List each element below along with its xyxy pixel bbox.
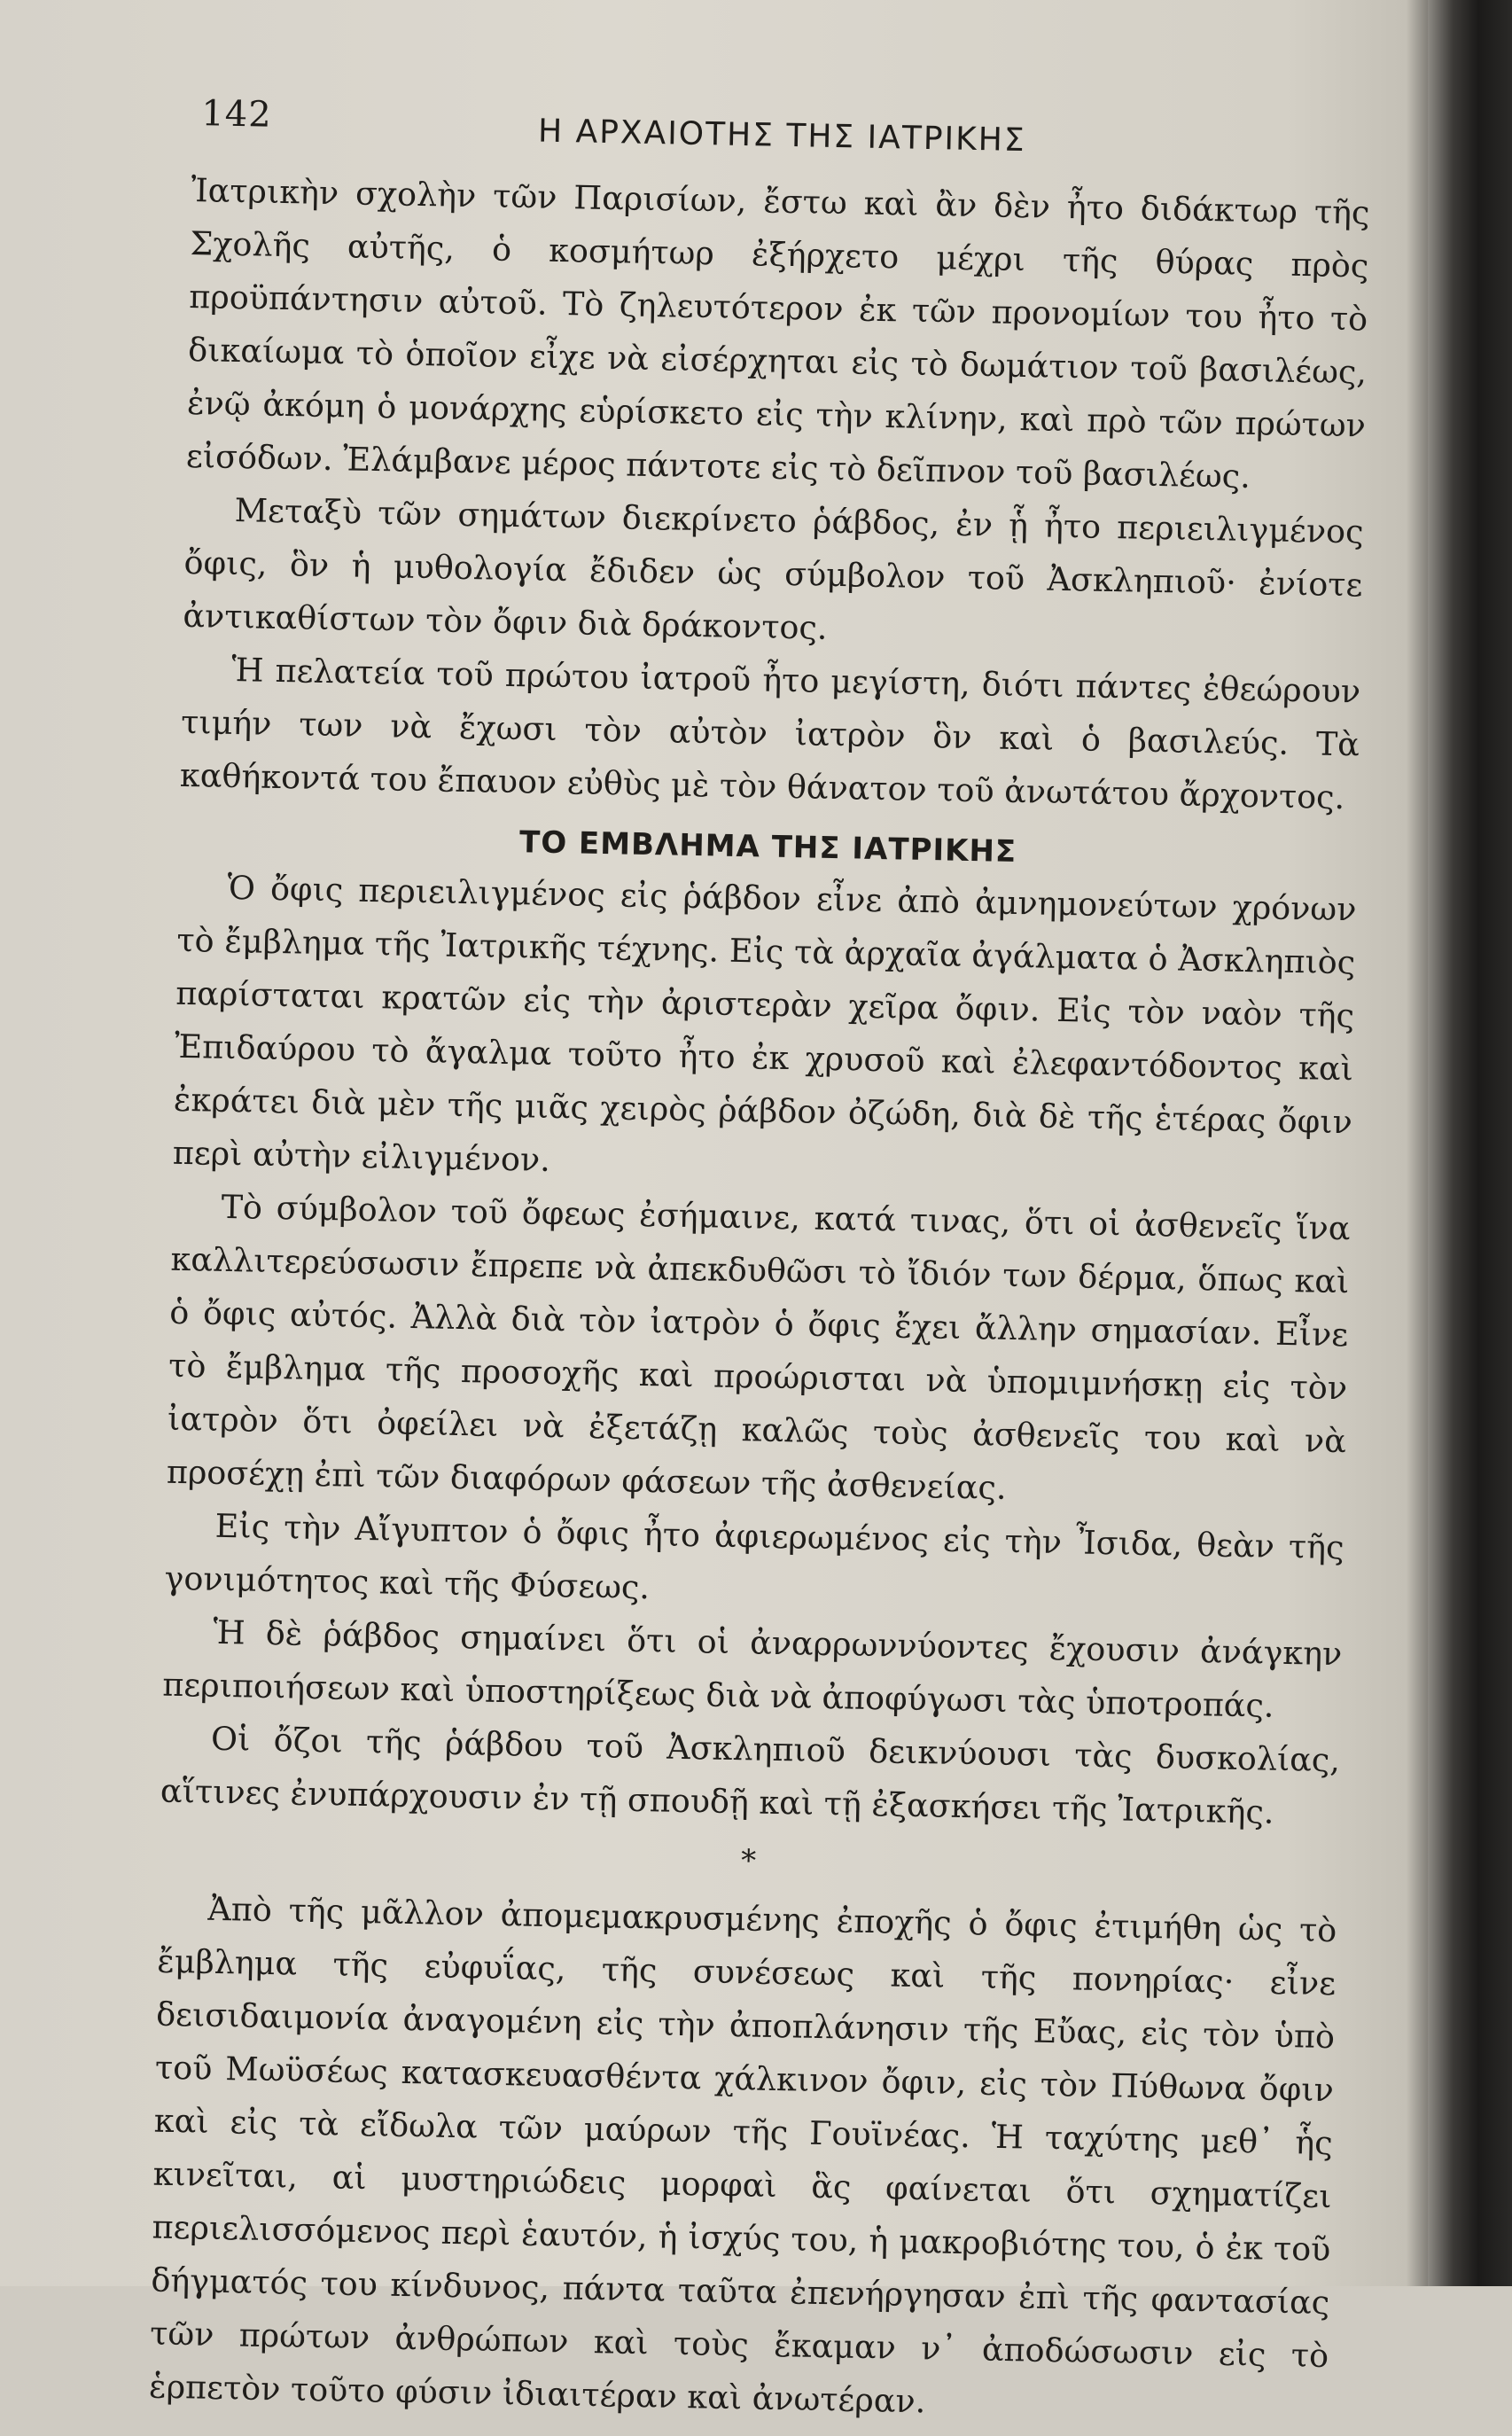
paragraph: Ἡ δὲ ῥάβδος σημαίνει ὅτι οἱ ἀναρρωννύοντες ἔχουσιν ἀνάγκην περιποιήσεων καὶ ὑποστηρίξεως διὰ νὰ ἀποφύγωσι τὰς ὑποτροπάς. [161, 1612, 1343, 1725]
paragraph: Οἱ ὄζοι τῆς ῥάβδου τοῦ Ἀσκληπιοῦ δεικνύουσι τὰς δυσκολίας, αἵτινες ἐνυπάρχουσιν ἐν τῇ σπουδῇ καὶ τῇ ἐξασκήσει τῆς Ἰατρικῆς. [160, 1719, 1341, 1831]
section-heading: ΤΟ ΕΜΒΛΗΜΑ ΤΗΣ ΙΑΤΡΙΚΗΣ [518, 824, 1017, 870]
paragraph: Ἡ πελατεία τοῦ πρώτου ἰατροῦ ἦτο μεγίστη, διότι πάντες ἐθεώρουν τιμήν των νὰ ἔχωσι τὸν αὐτὸν ἰατρὸν ὃν καὶ ὁ βασιλεύς. Τὰ καθήκοντά του ἔπαυον εὐθὺς μὲ τὸν θάνατον τοῦ ἀνωτάτου ἄρχοντος. [179, 650, 1361, 817]
paragraph: Ἰατρικὴν σχολὴν τῶν Παρισίων, ἔστω καὶ ἂν δὲν ἦτο διδάκτωρ τῆς Σχολῆς αὐτῆς, ὁ κοσμήτωρ ἐξήρχετο μέχρι τῆς θύρας πρὸς προϋπάντησιν αὐτοῦ. Τὸ ζηλευτότερον ἐκ τῶν προνομίων του ἦτο τὸ δικαίωμα τὸ ὁποῖον εἶχε νὰ εἰσέρχηται εἰς τὸ δωμάτιον τοῦ βασιλέως, ἐνῷ ἀκόμη ὁ μονάρχης εὑρίσκετο εἰς τὴν κλίνην, καὶ πρὸ τῶν πρώτων εἰσόδων. Ἐλάμβανε μέρος πάντοτε εἰς τὸ δεῖπνον τοῦ βασιλέως. [185, 170, 1370, 496]
paragraph: Ὁ ὄφις περιειλιγμένος εἰς ῥάβδον εἶνε ἀπὸ ἀμνημονεύτων χρόνων τὸ ἔμβλημα τῆς Ἰατρικῆς τέχνης. Εἰς τὰ ἀρχαῖα ἀγάλματα ὁ Ἀσκληπιὸς παρίσταται κρατῶν εἰς τὴν ἀριστερὰν χεῖρα ὄφιν. Εἰς τὸν ναὸν τῆς Ἐπιδαύρου τὸ ἄγαλμα τοῦτο ἦτο ἐκ χρυσοῦ καὶ ἐλεφαντόδοντος καὶ ἐκράτει διὰ μὲν τῆς μιᾶς χειρὸς ῥάβδον ὀζώδη, διὰ δὲ τῆς ἑτέρας ὄφιν περὶ αὐτὴν εἰλιγμένον. [172, 868, 1357, 1179]
paragraph: Ἀπὸ τῆς μᾶλλον ἀπομεμακρυσμένης ἐποχῆς ὁ ὄφις ἐτιμήθη ὡς τὸ ἔμβλημα τῆς εὐφυΐας, τῆς συνέσεως καὶ τῆς πονηρίας· εἶνε δεισιδαιμονία ἀναγομένη εἰς τὴν ἀποπλάνησιν τῆς Εὔας, εἰς τὸν ὑπὸ τοῦ Μωϋσέως κατασκευασθέντα χάλκινον ὄφιν, εἰς τὸν Πύθωνα ὄφιν καὶ εἰς τὰ εἴδωλα τῶν μαύρων τῆς Γουϊνέας. Ἡ ταχύτης μεθ᾽ ἧς κινεῖται, αἱ μυστηριώδεις μορφαὶ ἃς φαίνεται ὅτι σχηματίζει περιελισσόμενος περὶ ἑαυτόν, ἡ ἰσχύς του, ἡ μακροβιότης του, ὁ ἐκ τοῦ δήγματός του κίνδυνος, πάντα ταῦτα ἐπενήργησαν ἐπὶ τῆς φαντασίας τῶν πρώτων ἀνθρώπων καὶ τοὺς ἔκαμαν ν᾽ ἀποδώσωσιν εἰς τὸ ἑρπετὸν τοῦτο φύσιν ἰδιαιτέραν καὶ ἀνωτέραν. [148, 1889, 1337, 2421]
running-title: Η ΑΡΧΑΙΟΤΗΣ ΤΗΣ ΙΑΤΡΙΚΗΣ [537, 113, 1026, 160]
section-separator: * [740, 1843, 757, 1879]
page-content [148, 84, 1372, 2421]
paragraph: Μεταξὺ τῶν σημάτων διεκρίνετο ῥάβδος, ἐν ᾗ ἦτο περιειλιγμένος ὄφις, ὃν ἡ μυθολογία ἔδιδεν ὡς σύμβολον τοῦ Ἀσκληπιοῦ· ἐνίοτε ἀντικαθίστων τὸν ὄφιν διὰ δράκοντος. [183, 490, 1364, 647]
book-spine-shadow [1428, 0, 1512, 2286]
paragraph: Τὸ σύμβολον τοῦ ὄφεως ἐσήμαινε, κατά τινας, ὅτι οἱ ἀσθενεῖς ἵνα καλλιτερεύσωσιν ἔπρεπε νὰ ἀπεκδυθῶσι τὸ ἴδιόν των δέρμα, ὅπως καὶ ὁ ὄφις αὐτός. Ἀλλὰ διὰ τὸν ἰατρὸν ὁ ὄφις ἔχει ἄλλην σημασίαν. Εἶνε τὸ ἔμβλημα τῆς προσοχῆς καὶ προώρισται νὰ ὑπομιμνήσκῃ εἰς τὸν ἰατρὸν ὅτι ὀφείλει νὰ ἐξετάζῃ καλῶς τοὺς ἀσθενεῖς του καὶ νὰ προσέχῃ ἐπὶ τῶν διαφόρων φάσεων τῆς ἀσθενείας. [166, 1187, 1351, 1507]
paragraph: Εἰς τὴν Αἴγυπτον ὁ ὄφις ἦτο ἀφιερωμένος εἰς τὴν Ἶσιδα, θεὰν τῆς γονιμότητος καὶ τῆς Φύσεως. [164, 1506, 1344, 1607]
page-number: 142 [200, 93, 273, 136]
text-block [149, 84, 1372, 2436]
